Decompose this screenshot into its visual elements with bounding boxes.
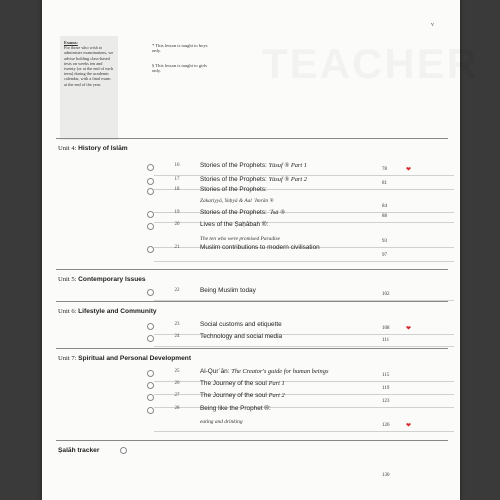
lesson-page: 102 xyxy=(382,292,390,297)
lesson-page: 78 xyxy=(382,167,387,172)
lesson-title-italic: Yūsuf ® Part 2 xyxy=(268,176,307,183)
lesson-title: Being like the Prophet ®: xyxy=(200,405,271,412)
lesson-title: Stories of the Prophets: xyxy=(200,186,267,193)
lesson-checkbox[interactable] xyxy=(147,335,154,342)
lesson-title: Lives of the Ṣaḥābah ®: xyxy=(200,221,269,228)
lesson-notes xyxy=(152,43,212,83)
lesson-title: Technology and social media xyxy=(200,333,283,340)
unit-title xyxy=(58,355,191,362)
unit-title xyxy=(58,145,128,152)
lesson-title: The Journey of the soul Part 1 xyxy=(200,380,285,387)
girls-note: § This lesson is taught to girls only. xyxy=(152,62,208,74)
lesson-title-italic: Yūsuf ® Part 1 xyxy=(268,162,307,169)
row-divider xyxy=(154,222,454,223)
row-divider xyxy=(154,394,454,395)
salah-checkbox[interactable] xyxy=(120,447,127,454)
lesson-number: 16 xyxy=(174,163,180,168)
heart-icon: ❤ xyxy=(406,326,412,332)
lesson-title: Stories of the Prophets: Yūsuf ® Part 2 xyxy=(200,176,307,183)
row-divider xyxy=(154,407,454,408)
row-divider xyxy=(154,189,454,190)
boys-note: * This lesson is taught to boys only. xyxy=(152,43,208,54)
lesson-checkbox[interactable] xyxy=(147,164,154,171)
exams-note-box xyxy=(60,36,118,140)
unit-name: Lifestyle and Community xyxy=(78,308,157,315)
lesson-page: 81 xyxy=(382,181,387,186)
unit-label: Unit 6: xyxy=(58,308,79,315)
row-divider xyxy=(154,381,454,382)
lesson-title: Social customs and etiquette xyxy=(200,321,282,328)
lesson-title: Being Muslim today xyxy=(200,287,256,294)
lesson-number: 28 xyxy=(174,406,180,411)
row-divider xyxy=(154,261,454,262)
lesson-number: 25 xyxy=(174,369,180,374)
lesson-checkbox[interactable] xyxy=(147,323,154,330)
lesson-page: 88 xyxy=(382,214,387,219)
lesson-number: 22 xyxy=(174,288,180,293)
unit-name: History of Islām xyxy=(78,145,128,152)
salah-divider xyxy=(56,440,448,441)
lesson-number: 17 xyxy=(174,177,180,182)
lesson-page: 115 xyxy=(382,373,390,378)
watermark xyxy=(262,40,479,88)
lesson-checkbox[interactable] xyxy=(147,246,154,253)
lesson-number: 21 xyxy=(174,245,180,250)
lesson-title: Muslim contributions to modern civilisation xyxy=(200,244,320,251)
unit-divider xyxy=(56,138,448,139)
row-divider xyxy=(154,334,454,335)
book-page xyxy=(42,0,460,500)
lesson-number: 18 xyxy=(174,187,180,192)
lesson-number: 26 xyxy=(174,381,180,386)
lesson-page: 126 xyxy=(382,423,390,428)
exams-heading: Exams: xyxy=(64,40,78,45)
lesson-checkbox[interactable] xyxy=(147,178,154,185)
unit-name: Contemporary Issues xyxy=(78,276,146,283)
unit-label: Unit 7: xyxy=(58,355,79,362)
lesson-title: Stories of the Prophets: Yūsuf ® Part 1 xyxy=(200,162,307,169)
lesson-title-italic: Part 2 xyxy=(268,392,285,399)
exams-text: For those who wish to administer examinations, we advise holding class-based tests on weeks ten and twenty (or at the end of each term) during the academic calendar, with a final exam at the end of the year. xyxy=(64,45,114,87)
lesson-checkbox[interactable] xyxy=(147,223,154,230)
page-number: v xyxy=(431,22,434,28)
lesson-subtitle: Zakariyyā, Yaḥyā & Aal ʿImrān ® xyxy=(200,198,274,204)
lesson-checkbox[interactable] xyxy=(147,289,154,296)
unit-divider xyxy=(56,348,448,349)
heart-icon: ❤ xyxy=(406,167,412,173)
lesson-page: 111 xyxy=(382,338,390,343)
lesson-page: 108 xyxy=(382,326,390,331)
unit-title xyxy=(58,308,157,315)
lesson-title: Al-Qurʾān: The Creator's guide for human beings xyxy=(200,368,329,375)
lesson-title-italic: ʿĪsā ® xyxy=(268,209,285,216)
lesson-checkbox[interactable] xyxy=(147,394,154,401)
lesson-number: 27 xyxy=(174,393,180,398)
lesson-number: 24 xyxy=(174,334,180,339)
heart-icon: ❤ xyxy=(406,423,412,429)
unit-divider xyxy=(56,269,448,270)
lesson-title: The Journey of the soul Part 2 xyxy=(200,392,285,399)
lesson-number: 23 xyxy=(174,322,180,327)
lesson-checkbox[interactable] xyxy=(147,407,154,414)
row-divider xyxy=(154,431,454,432)
salah-tracker-title: Ṣalāh tracker xyxy=(58,447,100,454)
lesson-page: 123 xyxy=(382,399,390,404)
unit-label: Unit 4: xyxy=(58,145,79,152)
lesson-checkbox[interactable] xyxy=(147,188,154,195)
unit-title xyxy=(58,276,146,283)
lesson-page: 93 xyxy=(382,239,387,244)
lesson-checkbox[interactable] xyxy=(147,211,154,218)
lesson-checkbox[interactable] xyxy=(147,382,154,389)
unit-divider xyxy=(56,301,448,302)
lesson-checkbox[interactable] xyxy=(147,370,154,377)
row-divider xyxy=(154,346,454,347)
lesson-number: 19 xyxy=(174,210,180,215)
lesson-subtitle: The ten who were promised Paradise xyxy=(200,236,281,242)
row-divider xyxy=(154,212,454,213)
lesson-number: 20 xyxy=(174,222,180,227)
lesson-page: 84 xyxy=(382,204,387,209)
lesson-page: 97 xyxy=(382,253,387,258)
lesson-title-italic: Part 1 xyxy=(268,380,285,387)
lesson-title: Stories of the Prophets: ʿĪsā ® xyxy=(200,209,285,216)
salah-page: 130 xyxy=(382,473,390,478)
lesson-title-italic: The Creator's guide for human beings xyxy=(231,368,329,375)
lesson-subtitle: eating and drinking xyxy=(200,419,243,425)
unit-name: Spiritual and Personal Development xyxy=(78,355,192,362)
lesson-page: 119 xyxy=(382,386,390,391)
unit-label: Unit 5: xyxy=(58,276,79,283)
